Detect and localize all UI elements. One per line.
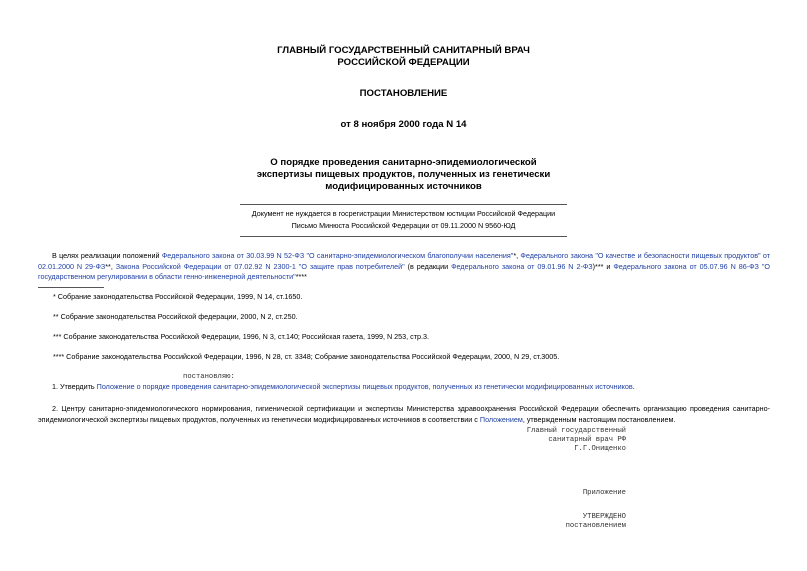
issuer-line-2: РОССИЙСКОЙ ФЕДЕРАЦИИ [337, 57, 470, 68]
item-1-text: . [632, 382, 635, 391]
preamble-text: В целях реализации положений [52, 251, 162, 260]
issuer-line-1: ГЛАВНЫЙ ГОСУДАРСТВЕННЫЙ САНИТАРНЫЙ ВРАЧ [277, 45, 530, 56]
appendix-label: Приложение [582, 489, 626, 497]
law-link-2fz[interactable]: Федерального закона от 09.01.96 N 2-ФЗ [451, 261, 593, 271]
law-link-52fz[interactable]: Федерального закона от 30.03.99 N 52-ФЗ "О санитарно-эпидемиологическом благополучии населения" [161, 251, 514, 260]
preamble-paragraph [38, 251, 770, 283]
law-link-86fz[interactable]: Федерального закона от 05.07.96 N 86-ФЗ "О государственном регулировании в области генно-инженерной деятельности" [38, 261, 770, 281]
preamble-text: (в редакции [404, 261, 452, 271]
law-link-29fz[interactable]: Федерального закона "О качестве и безопасности пищевых продуктов" от 02.01.2000 N 29-ФЗ [38, 251, 771, 271]
preamble-text: )*** и [592, 261, 614, 271]
divider-bottom [240, 236, 567, 237]
preamble-text: **** [295, 272, 307, 281]
decree-word: постановляю: [183, 373, 235, 381]
footnote-3: *** Собрание законодательства Российской Федерации, 1996, N 3, ст.140; Российская газета, 1999, N 253, стр.3. [53, 332, 429, 341]
law-link-2300-1[interactable]: Закона Российской Федерации от 07.02.92 N 2300-1 "О защите прав потребителей" [115, 261, 405, 271]
item-1-paragraph [38, 382, 770, 393]
document-title-line-3: модифицированных источников [325, 181, 482, 192]
regulation-link-2[interactable]: Положением [479, 414, 523, 424]
item-2-paragraph [38, 404, 770, 425]
footnote-4: **** Собрание законодательства Российской Федерации, 1996, N 28, ст. 3348; Собрание законодательства Российской Федерации, 2000, N 29, ст.3005. [53, 352, 560, 361]
footnote-2: ** Собрание законодательства Российской федерации, 2000, N 2, ст.250. [53, 312, 298, 321]
registration-note-line-1: Документ не нуждается в госрегистрации Министерством юстиции Российской Федерации [251, 209, 556, 218]
approved-by-label: постановлением [565, 522, 626, 530]
item-2-text: 2. Центру санитарно-эпидемиологического нормирования, гигиенической сертификации и экспертизы Министерства здравоохранения Российской Федерации обеспечить организацию проведения санитарно-эпидемиологической экспертизы пищевых продуктов, полученных из генетически модифицированных источников в соответствии с [38, 404, 770, 424]
document-type: ПОСТАНОВЛЕНИЕ [359, 88, 448, 99]
registration-note-line-2: Письмо Минюста Российской Федерации от 09.11.2000 N 9560-ЮД [291, 221, 516, 230]
preamble-text: **, [105, 261, 116, 271]
regulation-link[interactable]: Положение о порядке проведения санитарно-эпидемиологической экспертизы пищевых продуктов, полученных из генетически модифицированных источников [96, 382, 633, 391]
document-title-line-1: О порядке проведения санитарно-эпидемиологической [270, 157, 537, 168]
signature-name: Г.Г.Онищенко [574, 445, 626, 453]
approved-label: УТВЕРЖДЕНО [582, 513, 626, 521]
footnote-divider [38, 287, 104, 288]
item-2-text: , утвержденным настоящим постановлением. [522, 414, 676, 424]
preamble-text: *, [513, 251, 521, 260]
footnote-1: * Собрание законодательства Российской Федерации, 1999, N 14, ст.1650. [53, 292, 303, 301]
divider-top [240, 204, 567, 205]
document-title-line-2: экспертизы пищевых продуктов, полученных из генетически [256, 169, 551, 180]
item-1-text: 1. Утвердить [52, 382, 97, 391]
document-date-number: от 8 ноября 2000 года N 14 [340, 119, 467, 130]
signature-line-2: санитарный врач РФ [548, 436, 626, 444]
signature-line-1: Главный государственный [526, 427, 626, 435]
